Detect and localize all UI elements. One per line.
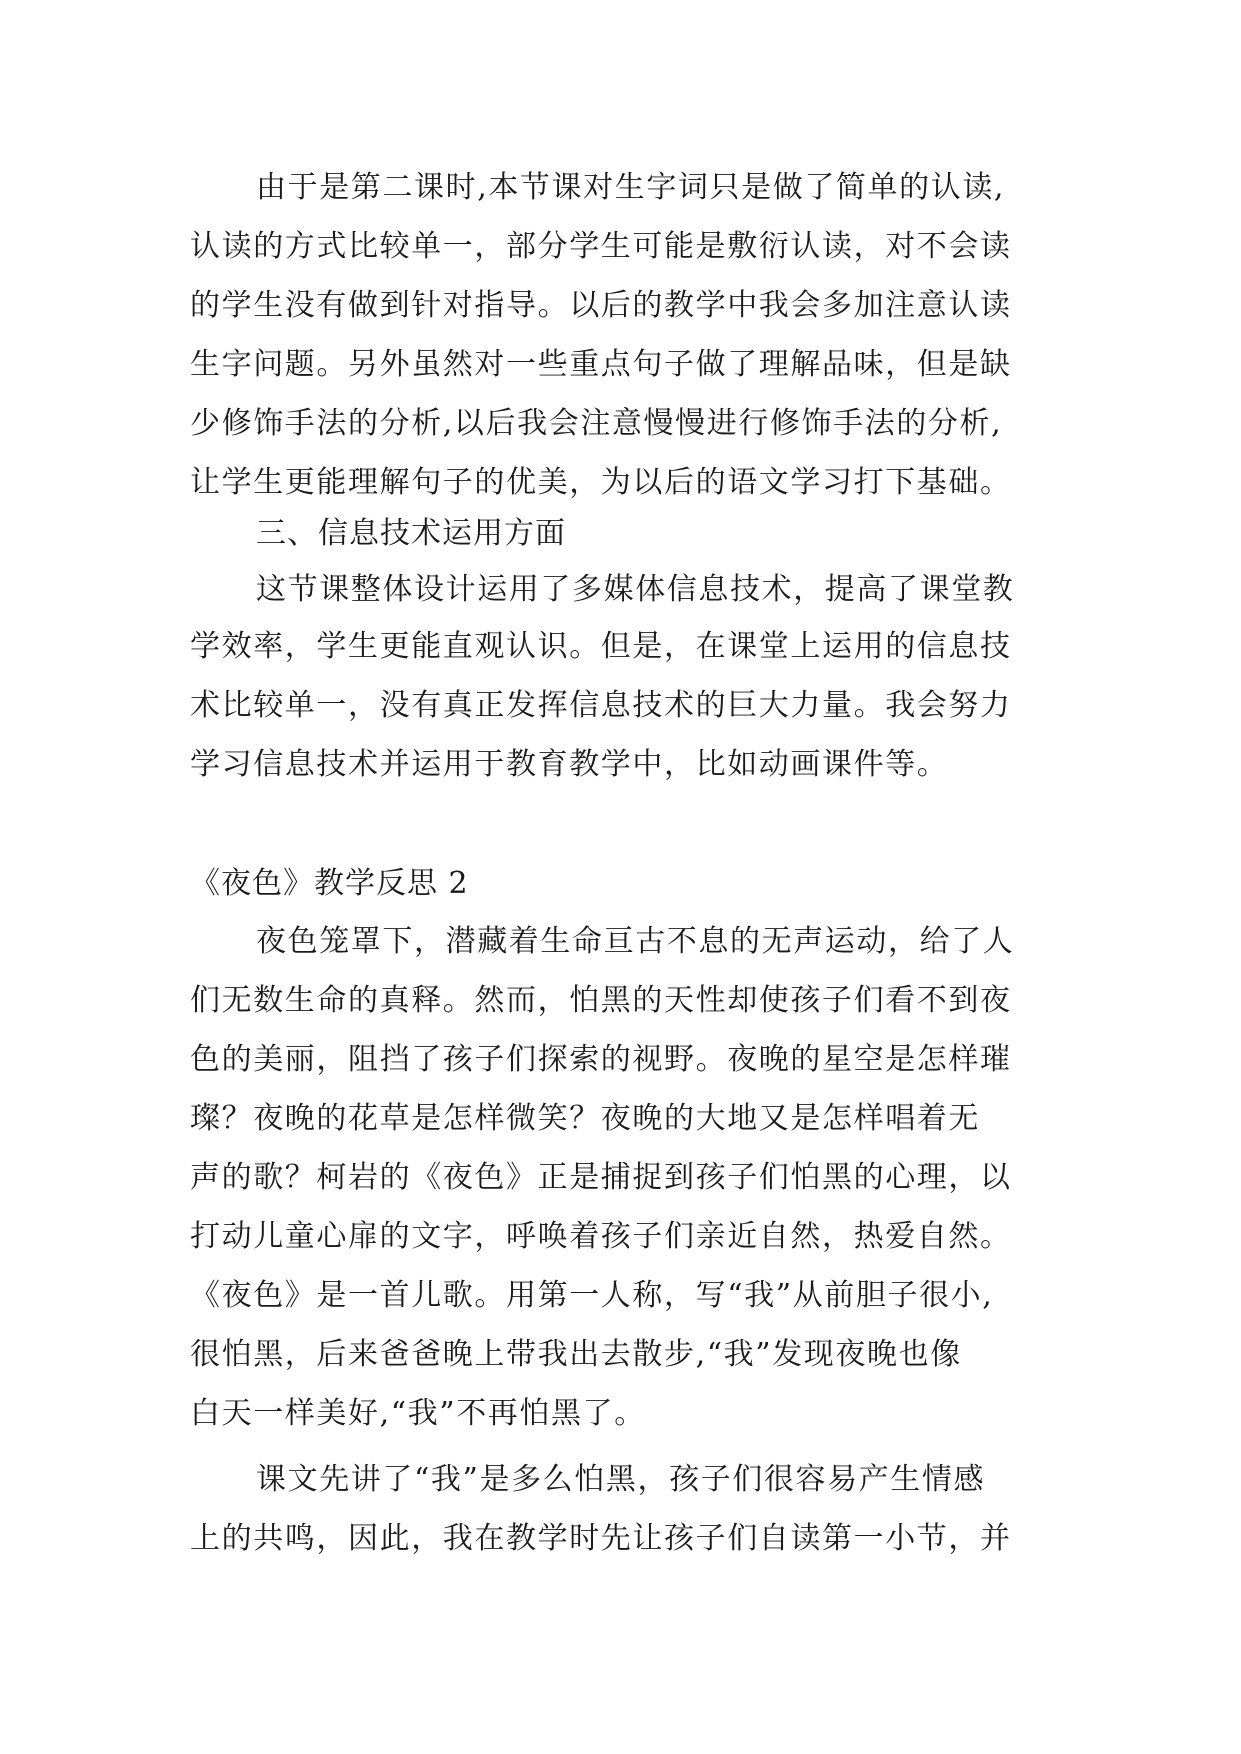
- section-heading: 三、信息技术运用方面: [256, 516, 566, 551]
- paragraph-line: 白天一样美好,“我”不再怕黑了。: [190, 1396, 646, 1431]
- paragraph-line: 课文先讲了“我”是多么怕黑，孩子们很容易产生情感: [256, 1462, 986, 1497]
- paragraph-line: 这节课整体设计运用了多媒体信息技术，提高了课堂教: [256, 572, 1015, 607]
- paragraph-line: 生字问题。另外虽然对一些重点句子做了理解品味，但是缺: [190, 347, 1012, 382]
- article-title: 《夜色》教学反思 2: [190, 866, 469, 901]
- paragraph-line: 很怕黑，后来爸爸晚上带我出去散步,“我”发现夜晚也像: [190, 1337, 962, 1372]
- paragraph-line: 声的歌？柯岩的《夜色》正是捕捉到孩子们怕黑的心理，以: [190, 1160, 1012, 1195]
- paragraph-line: 璨？夜晚的花草是怎样微笑？夜晚的大地又是怎样唱着无: [190, 1101, 980, 1136]
- paragraph-line: 少修饰手法的分析,以后我会注意慢慢进行修饰手法的分析,: [190, 406, 1003, 441]
- paragraph-line: 术比较单一，没有真正发挥信息技术的巨大力量。我会努力: [190, 688, 1012, 723]
- paragraph-line: 由于是第二课时,本节课对生字词只是做了简单的认读,: [256, 170, 1006, 205]
- paragraph-line: 们无数生命的真释。然而，怕黑的天性却使孩子们看不到夜: [190, 983, 1012, 1018]
- paragraph-line: 认读的方式比较单一，部分学生可能是敷衍认读，对不会读: [190, 229, 1012, 264]
- paragraph-line: 《夜色》是一首儿歌。用第一人称，写“我”从前胆子很小,: [190, 1278, 994, 1313]
- paragraph-line: 学效率，学生更能直观认识。但是，在课堂上运用的信息技: [190, 629, 1012, 664]
- paragraph-line: 的学生没有做到针对指导。以后的教学中我会多加注意认读: [190, 288, 1012, 323]
- paragraph-line: 上的共鸣，因此，我在教学时先让孩子们自读第一小节，并: [190, 1521, 1012, 1556]
- paragraph-line: 夜色笼罩下，潜藏着生命亘古不息的无声运动，给了人: [256, 924, 1015, 959]
- paragraph-line: 让学生更能理解句子的优美，为以后的语文学习打下基础。: [190, 465, 1012, 500]
- paragraph-line: 学习信息技术并运用于教育教学中，比如动画课件等。: [190, 747, 949, 782]
- paragraph-line: 打动儿童心扉的文字，呼唤着孩子们亲近自然，热爱自然。: [190, 1219, 1012, 1254]
- paragraph-line: 色的美丽，阻挡了孩子们探索的视野。夜晚的星空是怎样璀: [190, 1042, 1012, 1077]
